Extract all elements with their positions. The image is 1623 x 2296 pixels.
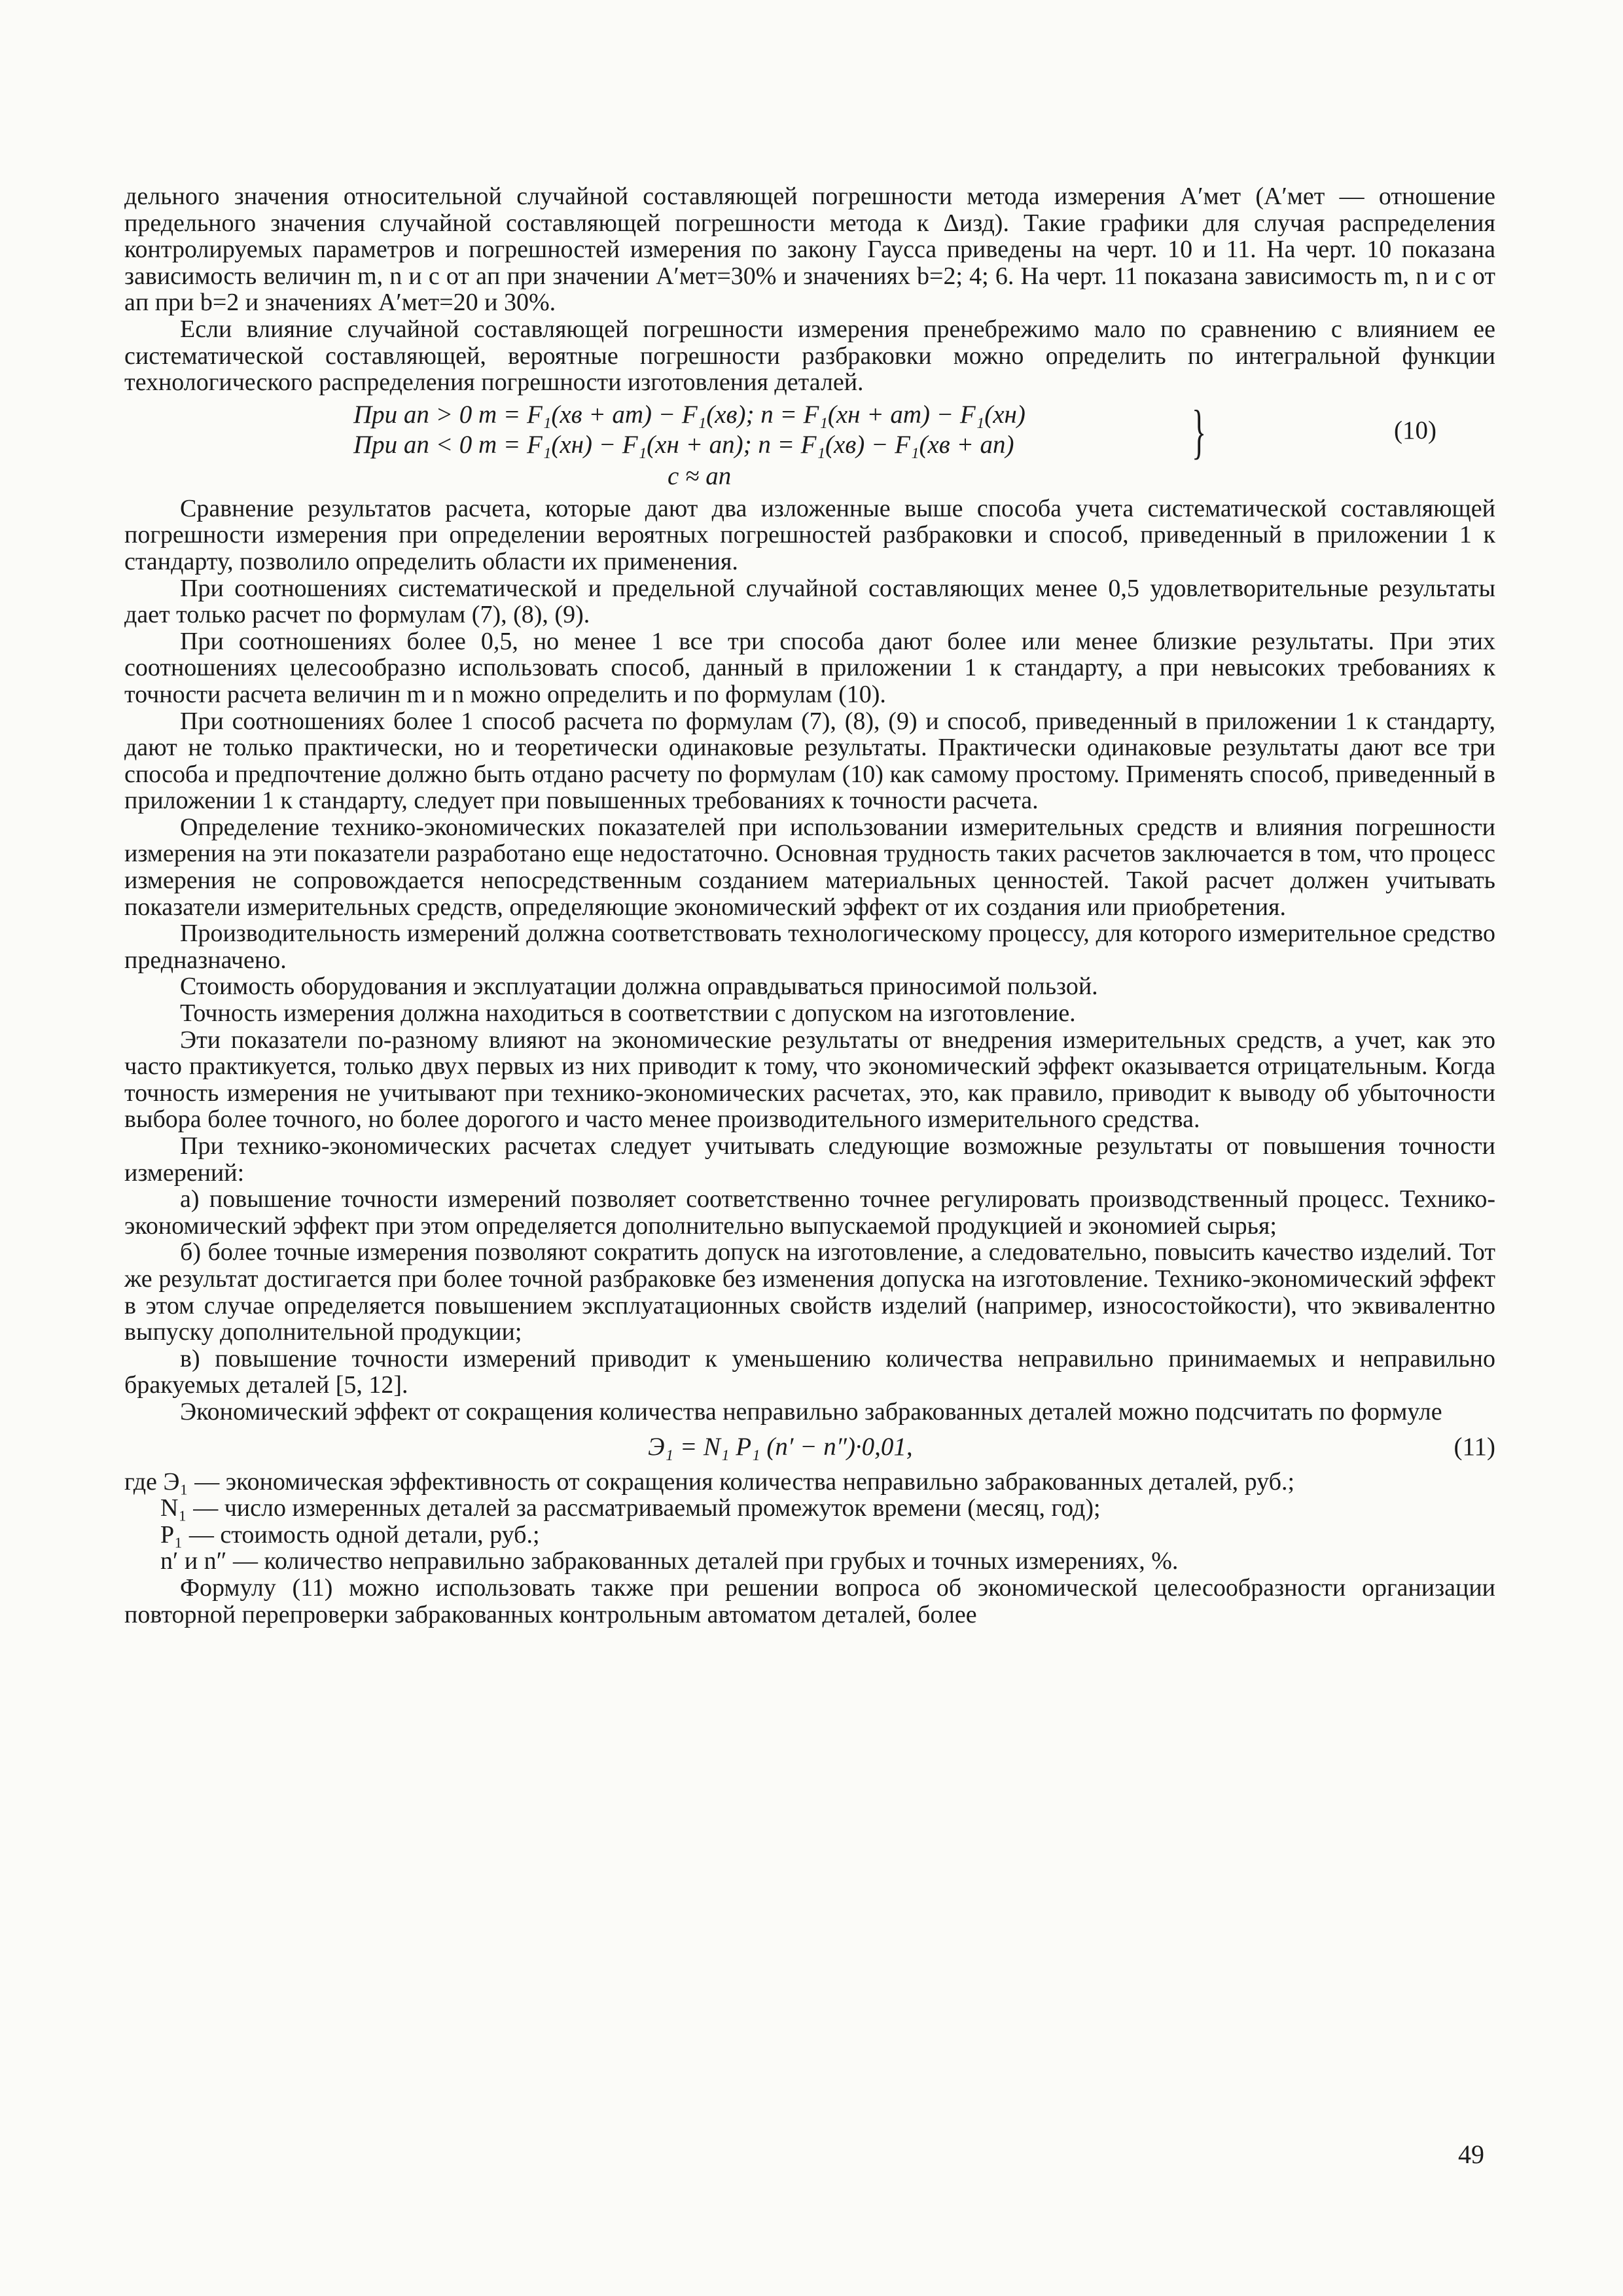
where-line: где Э₁ — экономическая эффективность от сокращения количества неправильно забракованных деталей, руб.; (124, 1467, 1295, 1496)
paragraph: Если влияние случайной составляющей погрешности измерения пренебрежимо мало по сравнению с влиянием ее систематической составляющей, вероятные погрешности разбраковки можно определить по интегральной функции технологического распределения погрешности изготовления деталей. (124, 315, 1495, 397)
formula-10-line-1: При aп > 0 m = F₁(xв + aт) − F₁(xв); n = F₁(xн + aт) − F₁(xн) (353, 400, 1026, 429)
paragraph: дельного значения относительной случайной составляющей погрешности метода измерения A′мет (A′мет — отношение предельного значения случайной составляющей погрешности метода к Δизд). Такие графики для случая распределения контролируемых параметров и погрешностей измерения по закону Гаусса приведены на черт. 10 и 11. На черт. 10 показана зависимость величин m, n и c от aп при значении A′мет=30% и значениях b=2; 4; 6. На черт. 11 показана зависимость m, n и c от aп при b=2 и значениях A′мет=20 и 30%. (124, 183, 1495, 317)
where-line: n′ и n″ — количество неправильно забракованных деталей при грубых и точных измерениях, %. (160, 1547, 1179, 1575)
text-column (124, 183, 1495, 1628)
formula-11 (124, 1429, 1495, 1466)
formula-11-expression: Э₁ = N₁ P₁ (n′ − n″)·0,01, (648, 1432, 913, 1461)
formula-10 (124, 397, 1495, 492)
paragraph: При соотношениях более 1 способ расчета по формулам (7), (8), (9) и способ, приведенный в приложении 1 к стандарту, дают не только практически, но и теоретически одинаковые результаты. Практически одинаковые результаты дают все три способа и предпочтение должно быть отдано расчету по формулам (10) как самому простому. Применять способ, приведенный в приложении 1 к стандарту, следует при повышенных требованиях к точности расчета. (124, 707, 1495, 815)
paragraph: Эти показатели по-разному влияют на экономические результаты от внедрения измерительных средств, а учет, как это часто практикуется, только двух первых из них приводит к тому, что экономический эффект оказывается отрицательным. Когда точность измерения не учитывают при технико-экономических расчетах, это, как правило, приводит к выводу об убыточности выбора более точного, но более дорогого и часто менее производительного измерительного средства. (124, 1026, 1495, 1134)
paragraph: Экономический эффект от сокращения количества неправильно забракованных деталей можно подсчитать по формуле (180, 1397, 1442, 1426)
paragraph: При технико-экономических расчетах следует учитывать следующие возможные результаты от повышения точности измерений: (124, 1132, 1495, 1187)
paragraph: При соотношениях систематической и предельной случайной составляющих менее 0,5 удовлетворительные результаты дает только расчет по формулам (7), (8), (9). (124, 574, 1495, 629)
where-line: N₁ — число измеренных деталей за рассматриваемый промежуток времени (месяц, год); (160, 1494, 1101, 1522)
paragraph: Точность измерения должна находиться в соответствии с допуском на изготовление. (180, 999, 1076, 1028)
page-number: 49 (1458, 2140, 1484, 2169)
paragraph: Формулу (11) можно использовать также при решении вопроса об экономической целесообразности организации повторной перепроверки забракованных контрольным автоматом деталей, более (124, 1573, 1495, 1628)
formula-10-number: (10) (1394, 416, 1436, 444)
paragraph: Стоимость оборудования и эксплуатации должна оправдываться приносимой пользой. (180, 973, 1098, 1001)
where-line: P₁ — стоимость одной детали, руб.; (160, 1520, 540, 1549)
list-item-a: а) повышение точности измерений позволяет соответственно точнее регулировать производственный процесс. Технико-экономический эффект при этом определяется дополнительно выпускаемой продукцией и экономией сырья; (124, 1185, 1495, 1240)
formula-10-brace: } (1192, 397, 1207, 465)
paragraph: Сравнение результатов расчета, которые дают два изложенные выше способа учета систематической составляющей погрешности измерения при определении вероятных погрешностей разбраковки и способ, приведенный в приложении 1 к стандарту, позволило определить области их применения. (124, 494, 1495, 575)
paragraph: Определение технико-экономических показателей при использовании измерительных средств и влияния погрешности измерения на эти показатели разработано еще недостаточно. Основная трудность таких расчетов заключается в том, что процесс измерения не сопровождается непосредственным созданием материальных ценностей. Такой расчет должен учитывать показатели измерительных средств, определяющие экономический эффект от их создания или приобретения. (124, 813, 1495, 921)
formula-11-number: (11) (1454, 1432, 1495, 1461)
list-item-c: в) повышение точности измерений приводит к уменьшению количества неправильно принимаемых и неправильно бракуемых деталей [5, 12]. (124, 1344, 1495, 1399)
paragraph: Производительность измерений должна соответствовать технологическому процессу, для которого измерительное средство предназначено. (124, 920, 1495, 974)
formula-10-line-3: c ≈ aп (668, 461, 732, 490)
list-item-b: б) более точные измерения позволяют сократить допуск на изготовление, а следовательно, повысить качество изделий. Тот же результат достигается при более точной разбраковке без изменения допуска на изготовление. Технико-экономический эффект в этом случае определяется повышением эксплуатационных свойств изделий (например, износостойкости), что эквивалентно выпуску дополнительной продукции; (124, 1238, 1495, 1346)
paragraph: При соотношениях более 0,5, но менее 1 все три способа дают более или менее близкие результаты. При этих соотношениях целесообразно использовать способ, данный в приложении 1 к стандарту, а при невысоких требованиях к точности расчета величин m и n можно определить и по формулам (10). (124, 627, 1495, 708)
formula-10-line-2: При aп < 0 m = F₁(xн) − F₁(xн + aп); n = F₁(xв) − F₁(xв + aп) (353, 430, 1014, 459)
